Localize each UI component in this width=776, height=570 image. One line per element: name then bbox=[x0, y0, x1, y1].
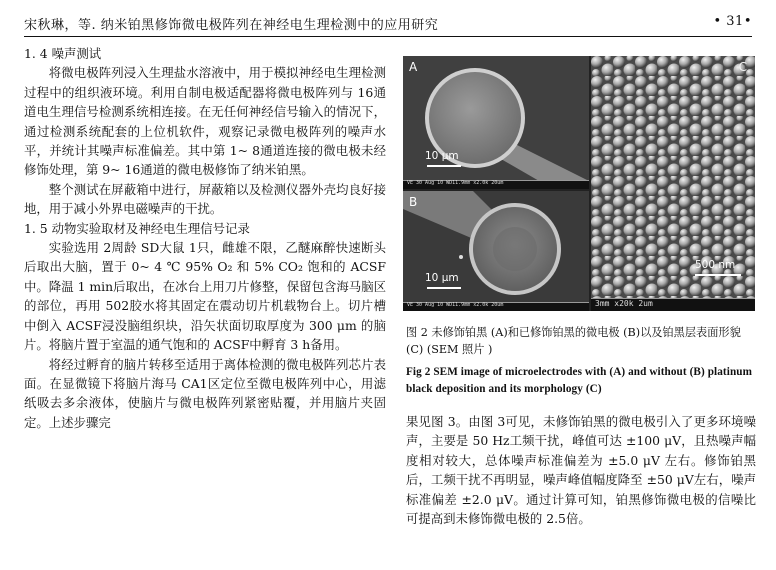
panel-b-image bbox=[403, 191, 589, 311]
panel-c-footer: 3mm x20k 2um bbox=[591, 298, 755, 311]
page-number: • 31• bbox=[713, 14, 752, 29]
sem-panel-c bbox=[591, 56, 755, 311]
running-title: 宋秋琳，等. 纳米铂黑修饰微电极阵列在神经电生理检测中的应用研究 bbox=[24, 18, 439, 33]
panel-a-footer: VE 30 Aug 10 WD11.9mm x2.0k 20um bbox=[403, 180, 589, 189]
panel-b-label: B bbox=[409, 195, 418, 209]
panel-a-scale-label: 10 μm bbox=[425, 150, 459, 162]
panel-a-image bbox=[403, 56, 589, 189]
paragraph-animal-experiment-1: 实验选用 2周龄 SD大鼠 1只，雌雄不限，乙醚麻醉快速断头后取出大脑，置于 0~ 4 ℃ 95% O₂ 和 5% CO₂ 饱和的 ACSF中。降温 1 min后取出，在冰台上用刀片修整，保留包含海马脑区的部位，再用 502胶水将其固定在震动切片机载物台上。切片槽中倒入 ACSF浸没脑组织块，沿矢状面切取厚度为 300 μm 的脑片。将脑片置于室温的通气饱和的 ACSF中孵育 3 h备用。 bbox=[24, 240, 386, 353]
paragraph-animal-experiment-2: 将经过孵育的脑片转移至适用于离体检测的微电极阵列芯片表面。在显微镜下将脑片海马 CA1区定位至微电极阵列中心，用滤纸吸去多余液体，使脑片与微电极阵列紧密贴覆，并用脑片夹固定。上述步骤完 bbox=[24, 356, 386, 430]
section-heading-noise-test: 1. 4 噪声测试 bbox=[24, 46, 102, 61]
panel-c-scale-label: 500 nm bbox=[695, 259, 736, 271]
panel-a-scalebar bbox=[427, 165, 461, 167]
panel-b-footer: VE 30 Aug 10 WD11.9mm x2.0k 20um bbox=[403, 302, 589, 311]
paragraph-results: 果见图 3。由图 3可见，未修饰铂黑的微电极引入了更多环境噪声，主要是 50 Hz工频干扰，峰值可达 ±100 μV，且热噪声幅度相对较大，总体噪声标准偏差为 ±5.0 μV 左右。修饰铂黑后，工频干扰不再明显，噪声峰值幅度降至 ±50 μV左右，噪声标准偏差 ±2.0 μV。通过计算可知，铂黑修饰微电极的信噪比可提高到未修饰微电极的 2.5倍。 bbox=[406, 414, 756, 527]
section-heading-animal-experiment: 1. 5 动物实验取材及神经电生理信号记录 bbox=[24, 220, 250, 236]
paragraph-noise-test-2: 整个测试在屏蔽箱中进行，屏蔽箱以及检测仪器外壳均良好接地，用于减小外界电磁噪声的干扰。 bbox=[24, 181, 386, 217]
right-column bbox=[406, 412, 756, 528]
panel-c-label: C bbox=[738, 60, 747, 74]
panel-c-scalebar bbox=[695, 274, 741, 276]
sem-panel-b bbox=[403, 191, 589, 311]
left-column bbox=[24, 44, 386, 432]
panel-b-scale-label: 10 μm bbox=[425, 272, 459, 284]
sem-panel-a bbox=[403, 56, 589, 189]
sem-figure bbox=[403, 56, 755, 311]
header-rule bbox=[24, 36, 752, 37]
panel-b-scalebar bbox=[427, 287, 461, 289]
figure-caption-chinese: 图 2 未修饰铂黑 (A)和已修饰铂黑的微电极 (B)以及铂黑层表面形貌 (C) (SEM 照片 ) bbox=[406, 326, 741, 356]
figure-caption-english: Fig 2 SEM image of microelectrodes with (A) and without (B) platinum black deposition and its morphology (C) bbox=[406, 366, 753, 395]
panel-c-image bbox=[591, 56, 755, 311]
paragraph-noise-test-1: 将微电极阵列浸入生理盐水溶液中，用于模拟神经电生理检测过程中的组织液环境。利用自制电极适配器将微电极阵列与 16通道电生理信号检测系统相连接。在无任何神经信号输入的情况下，通过检测系统配套的上位机软件，观察记录微电极阵列的噪声水平，并统计其噪声标准偏差。其中第 1~ 8通道连接的微电极未经修饰处理，第 9~ 16通道的微电极修饰了纳米铂黑。 bbox=[24, 65, 386, 178]
panel-a-label: A bbox=[409, 60, 418, 74]
running-header bbox=[24, 12, 752, 36]
